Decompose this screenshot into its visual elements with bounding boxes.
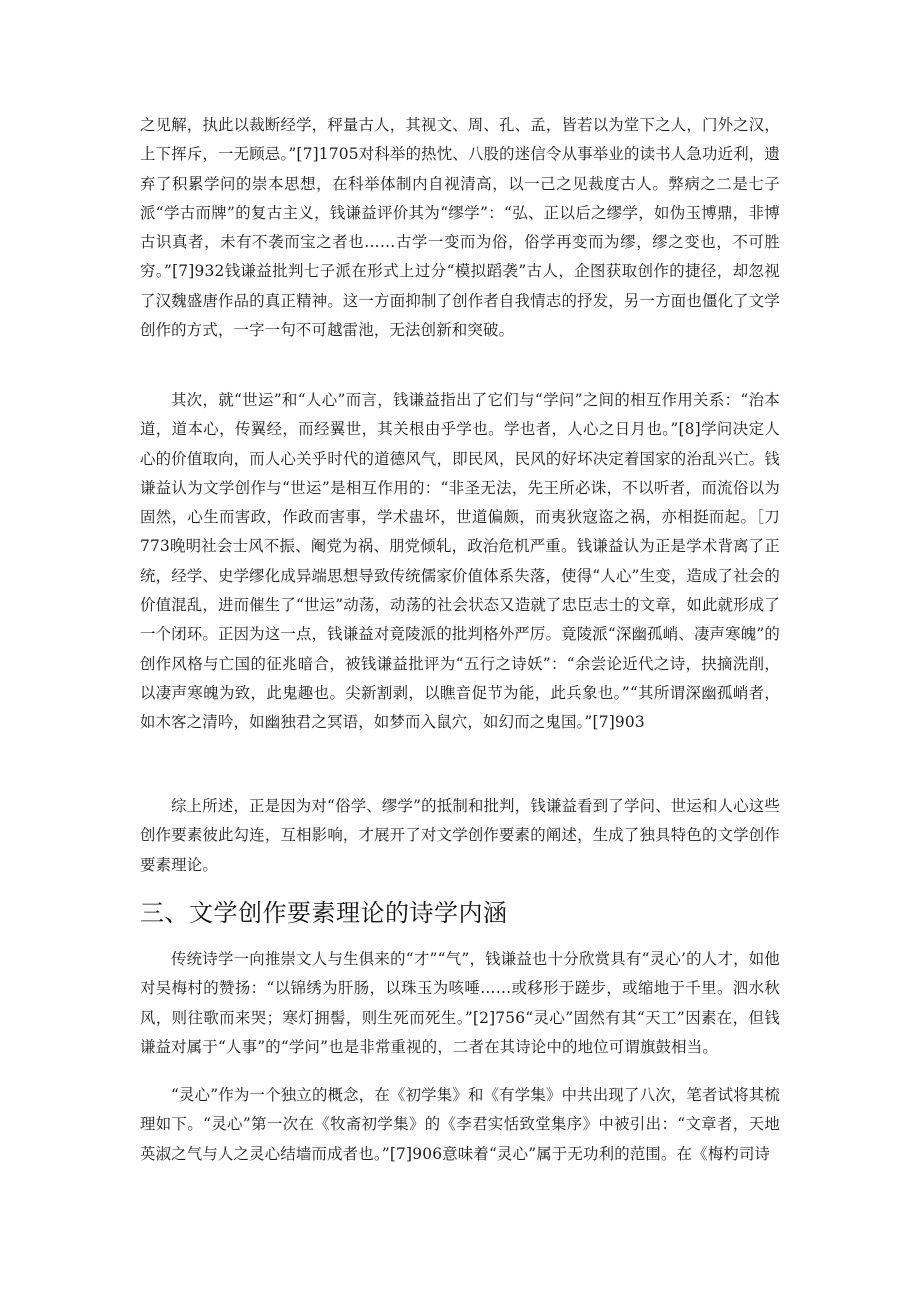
section-heading: 三、文学创作要素理论的诗学内涵 [140,899,508,927]
body-paragraph-2: 其次，就“世运”和“人心”而言，钱谦益指出了它们与“学问”之间的相互作用关系：“治本道，道本心，传翼经，而经翼世，其关根由乎学也。学也者，人心之日月也。”[8]学问决定人心的价值取向，而人心关乎时代的道德风气，即民风，民风的好坏决定着国家的治乱兴亡。钱谦益认为文学创作与“世运”是相互作用的：“非圣无法，先王所必诛，不以听者，而流俗以为固然，心生而害政，作政而害事，学术蛊坏，世道偏颇，而夷狄寇盗之祸，亦相挺而起。［刀773晚明社会士风不振、阉党为祸、朋党倾轧，政治危机严重。钱谦益认为正是学术背离了正统，经学、史学缪化成异端思想导致传统儒家价值体系失落，使得“人心”生变，造成了社会的价值混乱，进而催生了“世运”动荡，动荡的社会状态又造就了忠臣志士的文章，如此就形成了一个闭环。正因为这一点，钱谦益对竟陵派的批判格外严厉。竟陵派“深幽孤峭、凄声寒魄”的创作风格与亡国的征兆暗合，被钱谦益批评为“五行之诗妖”：“余尝论近代之诗，抉摘洗削，以凄声寒魄为致，此鬼趣也。尖新割剥，以瞧音促节为能，此兵象也。”“其所谓深幽孤峭者，如木客之清吟，如幽独君之冥语，如梦而入鼠穴，如幻而之鬼国。”[7]903 [140,391,780,732]
body-paragraph-3: 综上所述，正是因为对“俗学、缪学”的抵制和批判，钱谦益看到了学问、世运和人心这些创作要素彼此勾连，互相影响，才展开了对文学创作要素的阐述，生成了独具特色的文学创作要素理论。 [140,797,780,874]
body-paragraph-5: “灵心”作为一个独立的概念，在《初学集》和《有学集》中共出现了八次，笔者试将其梳理如下。“灵心”第一次在《牧斋初学集》的《李君实恬致堂集序》中被引出：“文章者，天地英淑之气与人之灵心结墙而成者也。”[7]906意味着“灵心”属于无功利的范围。在《梅杓司诗 [140,1086,780,1163]
body-paragraph-1: 之见解，执此以裁断经学，秤量古人，其视文、周、孔、孟，皆若以为堂下之人，门外之汉，上下挥斥，一无顾忌。”[7]1705对科举的热忱、八股的迷信令从事举业的读书人急功近利，遗弃了积累学问的崇本思想，在科举体制内自视清高，以一己之见裁度古人。弊病之二是七子派“学古而牌”的复古主义，钱谦益评价其为“缪学”：“弘、正以后之缪学，如伪玉博鼎，非博古识真者，未有不袭而宝之者也……古学一变而为俗，俗学再变而为缪，缪之变也，不可胜穷。”[7]932钱谦益批判七子派在形式上过分“模拟蹈袭”古人，企图获取创作的捷径，却忽视了汉魏盛唐作品的真正精神。这一方面抑制了创作者自我情志的抒发，另一方面也僵化了文学创作的方式，一字一句不可越雷池，无法创新和突破。 [140,116,780,340]
body-paragraph-4: 传统诗学一向推崇文人与生俱来的“才”“气”，钱谦益也十分欣赏具有“灵心’的人才，如他对吴梅村的赞扬：“以锦绣为肝肠，以珠玉为咳唾……或移形于蹉步，或缩地于千里。泗水秋风，则往歌而来哭；寒灯拥髻，则生死而死生。”[2]756“灵心”固然有其“天工”因素在，但钱谦益对属于“人事”的“学问”也是非常重视的，二者在其诗论中的地位可谓旗鼓相当。 [140,950,780,1056]
